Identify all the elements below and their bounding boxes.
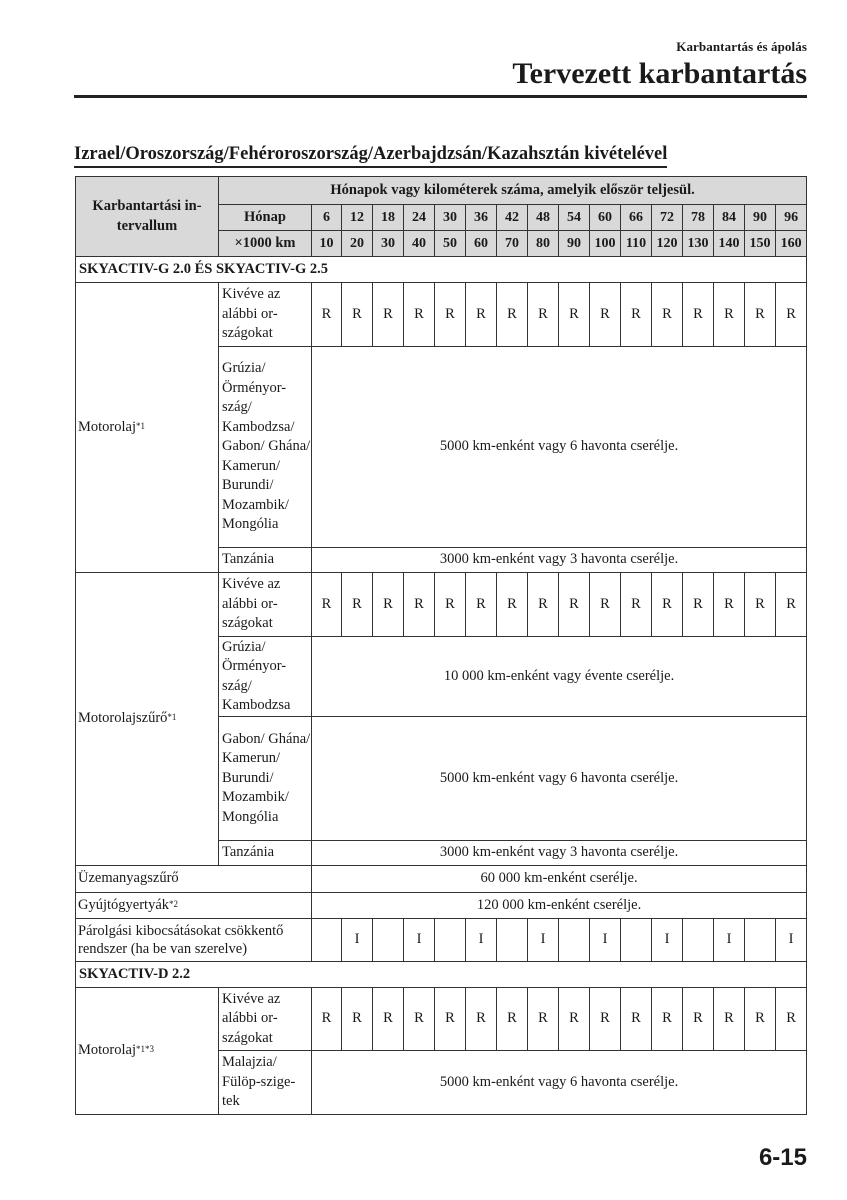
km-cell-7: 80 <box>528 231 559 257</box>
mark-i-9: I <box>590 919 621 962</box>
mark-r-6: R <box>497 988 528 1051</box>
mark-r-15: R <box>776 988 807 1051</box>
mark-i-1: I <box>342 919 373 962</box>
mark-i-12 <box>683 919 714 962</box>
mark-r-14: R <box>745 988 776 1051</box>
mark-r-15: R <box>776 573 807 637</box>
km-cell-13: 140 <box>714 231 745 257</box>
mark-i-13: I <box>714 919 745 962</box>
km-cell-2: 30 <box>373 231 404 257</box>
km-cell-4: 50 <box>435 231 466 257</box>
region-except: Kivéve az alábbi or-szágokat <box>219 573 312 637</box>
mark-r-2: R <box>373 573 404 637</box>
km-cell-8: 90 <box>559 231 590 257</box>
item-engine-oil: Motorolaj$^{*1}$ <box>76 283 219 573</box>
mark-r-5: R <box>466 573 497 637</box>
page-number: 6-15 <box>758 1144 807 1171</box>
mark-r-12: R <box>683 573 714 637</box>
mark-i-11: I <box>652 919 683 962</box>
region-except: Kivéve az alábbi or-szágokat <box>219 283 312 347</box>
mark-r-0: R <box>312 988 342 1051</box>
mark-r-6: R <box>497 283 528 347</box>
mark-r-5: R <box>466 283 497 347</box>
interval-header: Karbantartási in-tervallum <box>76 177 219 257</box>
month-cell-3: 24 <box>404 205 435 231</box>
note-3000: 3000 km-enként vagy 3 havonta cserélje. <box>312 548 807 573</box>
mark-r-12: R <box>683 283 714 347</box>
km-cell-9: 100 <box>590 231 621 257</box>
km-cell-1: 20 <box>342 231 373 257</box>
mark-r-5: R <box>466 988 497 1051</box>
mark-r-1: R <box>342 573 373 637</box>
mark-r-9: R <box>590 988 621 1051</box>
month-cell-8: 54 <box>559 205 590 231</box>
mark-r-10: R <box>621 573 652 637</box>
item-fuel-filter: Üzemanyagszűrő <box>76 866 312 893</box>
km-cell-5: 60 <box>466 231 497 257</box>
mark-r-14: R <box>745 573 776 637</box>
mark-r-8: R <box>559 988 590 1051</box>
region-tanzania: Tanzánia <box>219 841 312 866</box>
mark-r-4: R <box>435 283 466 347</box>
header-rule <box>74 95 807 98</box>
region-oil-list: Grúzia/ Örményor-szág/ Kambodzsa/ Gabon/ Ghána/ Kamerun/ Burundi/ Mozambik/ Mongólia <box>219 347 312 548</box>
month-cell-9: 60 <box>590 205 621 231</box>
mark-r-3: R <box>404 573 435 637</box>
month-cell-5: 36 <box>466 205 497 231</box>
item-oil-filter: Motorolajszűrő$^{*1}$ <box>76 573 219 866</box>
note-10000: 10 000 km-enként vagy évente cserélje. <box>312 637 807 717</box>
km-cell-3: 40 <box>404 231 435 257</box>
month-cell-0: 6 <box>312 205 342 231</box>
mark-r-4: R <box>435 573 466 637</box>
item-engine-oil-diesel: Motorolaj$^{*1*3}$ <box>76 988 219 1115</box>
mark-i-14 <box>745 919 776 962</box>
month-cell-6: 42 <box>497 205 528 231</box>
mark-r-12: R <box>683 988 714 1051</box>
km-cell-10: 110 <box>621 231 652 257</box>
mark-r-10: R <box>621 988 652 1051</box>
mark-i-2 <box>373 919 404 962</box>
month-cell-2: 18 <box>373 205 404 231</box>
mark-r-11: R <box>652 988 683 1051</box>
mark-i-4 <box>435 919 466 962</box>
region-filter-list-2: Gabon/ Ghána/ Kamerun/ Burundi/ Mozambik/ Mongólia <box>219 717 312 841</box>
mark-r-0: R <box>312 283 342 347</box>
mark-i-7: I <box>528 919 559 962</box>
month-cell-11: 72 <box>652 205 683 231</box>
item-evap-system: Párolgási kibocsátásokat csökkentő rendszer (ha be van szerelve) <box>76 919 312 962</box>
region-except: Kivéve az alábbi or-szágokat <box>219 988 312 1051</box>
month-label: Hónap <box>219 205 312 231</box>
mark-r-1: R <box>342 283 373 347</box>
month-cell-13: 84 <box>714 205 745 231</box>
mark-r-4: R <box>435 988 466 1051</box>
section-skyactiv-g: SKYACTIV-G 2.0 ÉS SKYACTIV-G 2.5 <box>76 257 807 283</box>
mark-r-3: R <box>404 283 435 347</box>
mark-i-0 <box>312 919 342 962</box>
mark-r-8: R <box>559 573 590 637</box>
region-tanzania: Tanzánia <box>219 548 312 573</box>
mark-r-15: R <box>776 283 807 347</box>
mark-r-11: R <box>652 283 683 347</box>
month-cell-12: 78 <box>683 205 714 231</box>
mark-r-1: R <box>342 988 373 1051</box>
km-cell-11: 120 <box>652 231 683 257</box>
km-cell-14: 150 <box>745 231 776 257</box>
km-label: ×1000 km <box>219 231 312 257</box>
mark-r-10: R <box>621 283 652 347</box>
month-cell-7: 48 <box>528 205 559 231</box>
note-3000: 3000 km-enként vagy 3 havonta cserélje. <box>312 841 807 866</box>
mark-r-14: R <box>745 283 776 347</box>
note-5000: 5000 km-enként vagy 6 havonta cserélje. <box>312 1051 807 1115</box>
page-title: Tervezett karbantartás <box>512 57 807 90</box>
km-cell-0: 10 <box>312 231 342 257</box>
mark-r-0: R <box>312 573 342 637</box>
region-filter-list-1: Grúzia/ Örményor-szág/ Kambodzsa <box>219 637 312 717</box>
km-cell-12: 130 <box>683 231 714 257</box>
km-cell-15: 160 <box>776 231 807 257</box>
mark-i-15: I <box>776 919 807 962</box>
mark-i-10 <box>621 919 652 962</box>
note-5000: 5000 km-enként vagy 6 havonta cserélje. <box>312 347 807 548</box>
month-cell-14: 90 <box>745 205 776 231</box>
mark-r-13: R <box>714 283 745 347</box>
month-cell-4: 30 <box>435 205 466 231</box>
month-cell-1: 12 <box>342 205 373 231</box>
month-cell-10: 66 <box>621 205 652 231</box>
mark-r-8: R <box>559 283 590 347</box>
mark-r-13: R <box>714 573 745 637</box>
mark-r-11: R <box>652 573 683 637</box>
mark-i-6 <box>497 919 528 962</box>
mark-r-7: R <box>528 573 559 637</box>
km-cell-6: 70 <box>497 231 528 257</box>
mark-r-3: R <box>404 988 435 1051</box>
note-5000: 5000 km-enként vagy 6 havonta cserélje. <box>312 717 807 841</box>
months-km-header: Hónapok vagy kilométerek száma, amelyik először teljesül. <box>219 177 807 205</box>
mark-i-8 <box>559 919 590 962</box>
mark-r-7: R <box>528 988 559 1051</box>
mark-i-5: I <box>466 919 497 962</box>
region-malaysia: Malajzia/ Fülöp-szige-tek <box>219 1051 312 1115</box>
mark-r-6: R <box>497 573 528 637</box>
table-subtitle: Izrael/Oroszország/Fehéroroszország/Azerbajdzsán/Kazahsztán kivételével <box>74 143 667 168</box>
item-spark-plugs: Gyújtógyertyák$^{*2}$ <box>76 893 312 919</box>
section-skyactiv-d: SKYACTIV-D 2.2 <box>76 962 807 988</box>
maintenance-table <box>75 176 807 1115</box>
month-cell-15: 96 <box>776 205 807 231</box>
mark-r-9: R <box>590 283 621 347</box>
mark-r-13: R <box>714 988 745 1051</box>
mark-r-2: R <box>373 988 404 1051</box>
section-header: Karbantartás és ápolás <box>676 39 807 54</box>
note-spark-plugs: 120 000 km-enként cserélje. <box>312 893 807 919</box>
mark-i-3: I <box>404 919 435 962</box>
mark-r-2: R <box>373 283 404 347</box>
mark-r-7: R <box>528 283 559 347</box>
mark-r-9: R <box>590 573 621 637</box>
note-fuel-filter: 60 000 km-enként cserélje. <box>312 866 807 893</box>
